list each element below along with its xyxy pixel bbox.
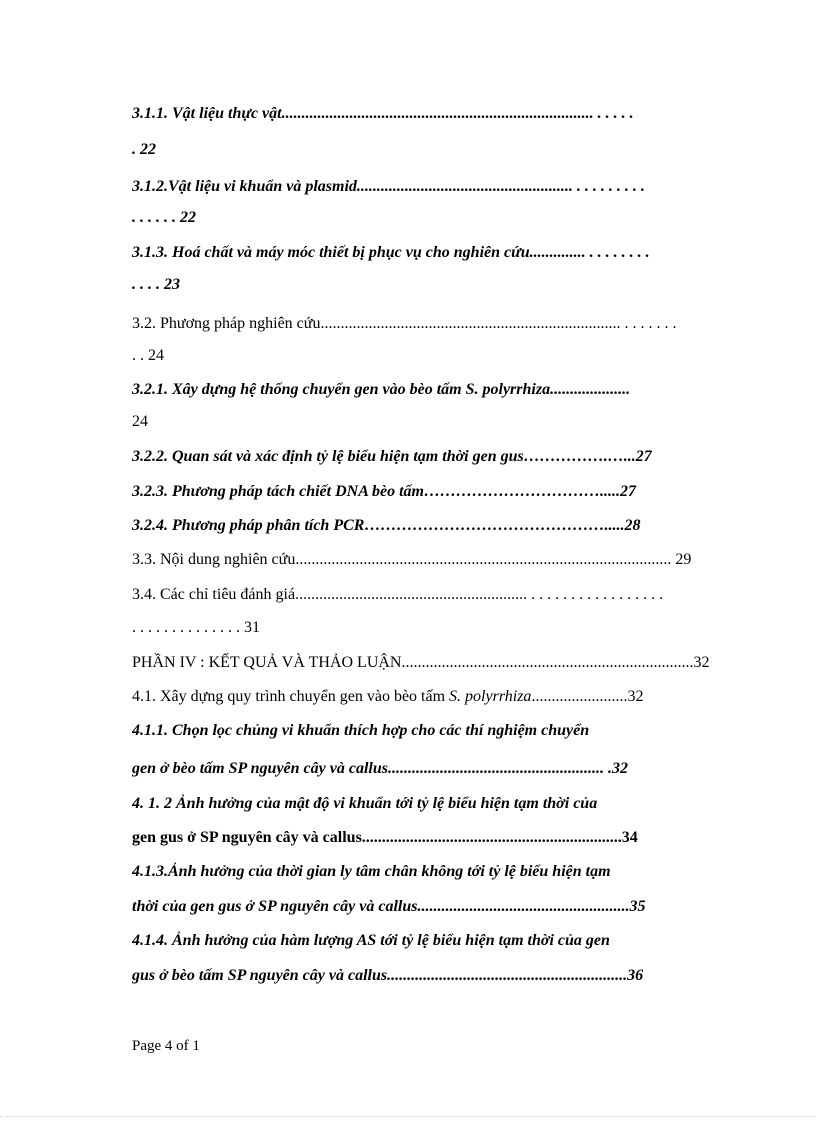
toc-entry-3-1-1: 3.1.1. Vật liệu thực vật.............................................................................. . . . . . — [132, 105, 634, 122]
toc-entry-4-1-3: 4.1.3.Ảnh hưởng của thời gian ly tâm chân không tới tỷ lệ biểu hiện tạm — [132, 863, 611, 880]
toc-entry-3-4-page: . . . . . . . . . . . . . . 31 — [132, 619, 260, 636]
page-bottom-divider — [0, 1116, 816, 1117]
toc-entry-3-1-2-page: . . . . . . 22 — [132, 209, 196, 226]
toc-entry-4-1-page: ........................32 — [531, 688, 644, 705]
toc-entry-3-2-1: 3.2.1. Xây dựng hệ thống chuyển gen vào bèo tấm S. polyrrhiza.................... — [132, 381, 631, 398]
toc-entry-4-1-3-cont: thời của gen gus ở SP nguyên cây và callus.....................................................35 — [132, 898, 646, 915]
toc-entry-4-1-4: 4.1.4. Ảnh hưởng của hàm lượng AS tới tỷ lệ biểu hiện tạm thời của gen — [132, 932, 610, 949]
toc-entry-phan-iv: PHẦN IV : KẾT QUẢ VÀ THẢO LUẬN.........................................................................32 — [132, 654, 710, 671]
toc-entry-3-2-page: . . 24 — [132, 347, 164, 364]
toc-entry-4-1-species: S. polyrrhiza — [449, 688, 532, 705]
toc-entry-4-1-title: 4.1. Xây dựng quy trình chuyển gen vào bèo tấm — [132, 688, 450, 705]
toc-entry-4-1 — [132, 687, 744, 707]
toc-entry-4-1-1-cont: gen ở bèo tấm SP nguyên cây và callus...................................................... .32 — [132, 760, 628, 777]
toc-entry-4-1-2: 4. 1. 2 Ảnh hưởng của mật độ vi khuẩn tới tỷ lệ biểu hiện tạm thời của — [132, 795, 598, 812]
toc-entry-4-1-2-cont: gen gus ở SP nguyên cây và callus.................................................................34 — [132, 829, 638, 846]
toc-entry-3-2-3: 3.2.3. Phương pháp tách chiết DNA bèo tấm…………………………….....27 — [132, 483, 636, 500]
toc-entry-3-2: 3.2. Phương pháp nghiên cứu........................................................................... . . . . . . . — [132, 315, 677, 332]
toc-entry-3-2-4: 3.2.4. Phương pháp phân tích PCR……………………………………….....28 — [132, 517, 641, 534]
toc-entry-3-1-3: 3.1.3. Hoá chất và máy móc thiết bị phục vụ cho nghiên cứu.............. . . . . . . . . — [132, 244, 650, 261]
page-footer: Page 4 of 1 — [132, 1038, 200, 1054]
toc-entry-3-2-2: 3.2.2. Quan sát và xác định tỷ lệ biểu hiện tạm thời gen gus…………….…...27 — [132, 448, 652, 465]
toc-entry-4-1-1: 4.1.1. Chọn lọc chủng vi khuẩn thích hợp cho các thí nghiệm chuyển — [132, 722, 590, 739]
toc-entry-3-1-1-page: . 22 — [132, 141, 156, 158]
toc-entry-3-1-2: 3.1.2.Vật liệu vi khuẩn và plasmid...................................................... . . . . . . . . . — [132, 178, 645, 195]
toc-entry-4-1-4-cont: gus ở bèo tấm SP nguyên cây và callus............................................................36 — [132, 967, 644, 984]
toc-entry-3-2-1-page: 24 — [132, 413, 148, 430]
toc-entry-3-4: 3.4. Các chỉ tiêu đánh giá.......................................................... . . . . . . . . . . . . . . . . . — [132, 586, 664, 603]
toc-entry-3-1-3-page: . . . . 23 — [132, 276, 180, 293]
toc-entry-3-3: 3.3. Nội dung nghiên cứu.............................................................................................. 29 — [132, 551, 692, 568]
